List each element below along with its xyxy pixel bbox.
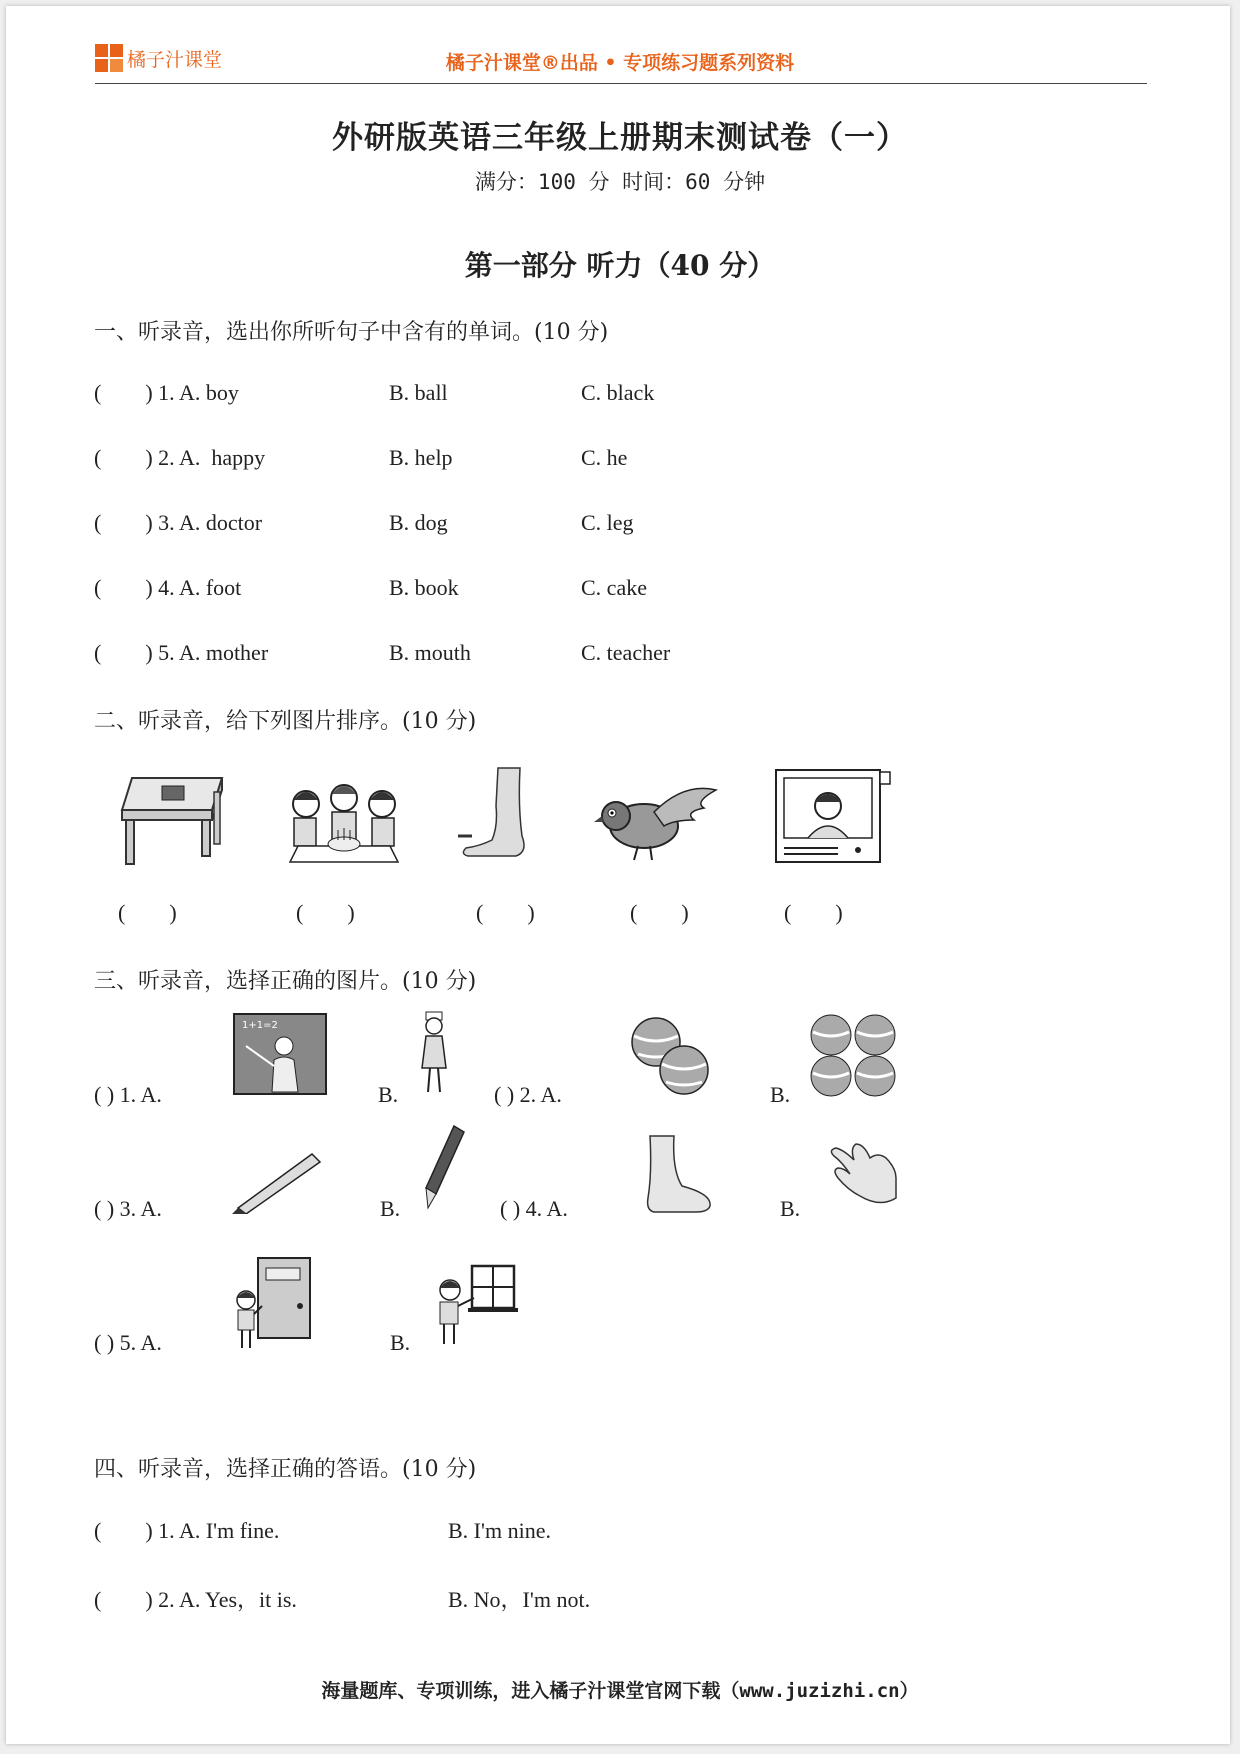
option-b: B. ball bbox=[389, 380, 448, 405]
option-c: C. teacher bbox=[581, 640, 671, 665]
option-c: C. cake bbox=[581, 575, 647, 600]
q-prefix: ( ) 2. A. Yes，it is. bbox=[94, 1587, 297, 1612]
q-prefix: ( ) 4. A. foot bbox=[94, 575, 242, 600]
pen-picture bbox=[418, 1124, 470, 1210]
q-prefix: ( ) 2. A. happy bbox=[94, 445, 266, 470]
s1-question-3 bbox=[94, 510, 1094, 542]
s1-question-4 bbox=[94, 575, 1094, 607]
four-balls-picture bbox=[810, 1014, 898, 1098]
s3-item2-option-b: B. bbox=[770, 1082, 791, 1107]
teacher-at-board-picture bbox=[232, 1012, 328, 1096]
s1-question-1 bbox=[94, 380, 1094, 412]
option-b: B. dog bbox=[389, 510, 448, 535]
nurse-picture bbox=[414, 1010, 454, 1096]
option-b: B. No，I'm not. bbox=[448, 1587, 591, 1612]
order-blank-4: ( ) bbox=[630, 900, 689, 925]
q-prefix: ( ) 1. A. boy bbox=[94, 380, 239, 405]
option-c: C. he bbox=[581, 445, 628, 470]
order-blank-2: ( ) bbox=[296, 900, 355, 925]
section2-heading: 二、听录音，给下列图片排序。(10 分) bbox=[94, 709, 477, 734]
option-b: B. I'm nine. bbox=[448, 1518, 551, 1543]
header-divider bbox=[95, 83, 1147, 84]
foot-picture bbox=[642, 1134, 714, 1214]
doc-title: 外研版英语三年级上册期末测试卷（一） bbox=[332, 120, 908, 156]
option-c: C. leg bbox=[581, 510, 634, 535]
q-prefix: ( ) 3. A. doctor bbox=[94, 510, 263, 535]
header-title: 橘子汁课堂®出品 • 专项练习题系列资料 bbox=[445, 52, 795, 74]
part-title: 第一部分 听力（40 分） bbox=[464, 249, 776, 282]
s3-item2-label: ( ) 2. A. bbox=[494, 1082, 562, 1107]
s3-item5-option-b: B. bbox=[390, 1330, 411, 1355]
option-c: C. black bbox=[581, 380, 655, 405]
boy-door-picture bbox=[232, 1254, 314, 1350]
order-blank-3: ( ) bbox=[476, 900, 535, 925]
s3-item5-label: ( ) 5. A. bbox=[94, 1330, 162, 1355]
order-blank-5: ( ) bbox=[784, 900, 843, 925]
s4-question-1 bbox=[94, 1518, 1094, 1550]
q-prefix: ( ) 5. A. mother bbox=[94, 640, 269, 665]
boy-window-picture bbox=[434, 1262, 518, 1348]
s3-item4-label: ( ) 4. A. bbox=[500, 1196, 568, 1221]
bird-picture bbox=[594, 782, 718, 864]
bus-driver-picture bbox=[772, 764, 892, 866]
q-prefix: ( ) 1. A. I'm fine. bbox=[94, 1518, 280, 1543]
pencil-picture bbox=[232, 1148, 324, 1214]
svg-text:1+1=2: 1+1=2 bbox=[242, 1020, 278, 1031]
section3-heading: 三、听录音，选择正确的图片。(10 分) bbox=[94, 969, 477, 994]
section4-heading: 四、听录音，选择正确的答语。(10 分) bbox=[94, 1457, 477, 1482]
s3-item3-option-b: B. bbox=[380, 1196, 401, 1221]
s1-question-5 bbox=[94, 640, 1094, 672]
two-balls-picture bbox=[628, 1016, 712, 1096]
desk-picture bbox=[118, 772, 224, 866]
section1-heading: 一、听录音，选出你所听句子中含有的单词。(10 分) bbox=[94, 320, 609, 345]
logo-text: 橘子汁课堂 bbox=[127, 48, 223, 71]
option-b: B. mouth bbox=[389, 640, 471, 665]
option-b: B. help bbox=[389, 445, 453, 470]
s3-item4-option-b: B. bbox=[780, 1196, 801, 1221]
s3-item1-label: ( ) 1. A. bbox=[94, 1082, 162, 1107]
leg-picture bbox=[458, 766, 538, 866]
s3-item1-option-b: B. bbox=[378, 1082, 399, 1107]
option-b: B. book bbox=[389, 575, 459, 600]
hand-picture bbox=[820, 1138, 898, 1212]
birthday-party-picture bbox=[286, 776, 402, 866]
doc-meta: 满分：100 分 时间：60 分钟 bbox=[474, 170, 766, 194]
s1-question-2 bbox=[94, 445, 1094, 477]
footer-note: 海量题库、专项训练，进入橘子汁课堂官网下载（www.juzizhi.cn） bbox=[321, 1680, 919, 1702]
s4-question-2 bbox=[94, 1583, 1094, 1615]
s3-item3-label: ( ) 3. A. bbox=[94, 1196, 162, 1221]
order-blank-1: ( ) bbox=[118, 900, 177, 925]
